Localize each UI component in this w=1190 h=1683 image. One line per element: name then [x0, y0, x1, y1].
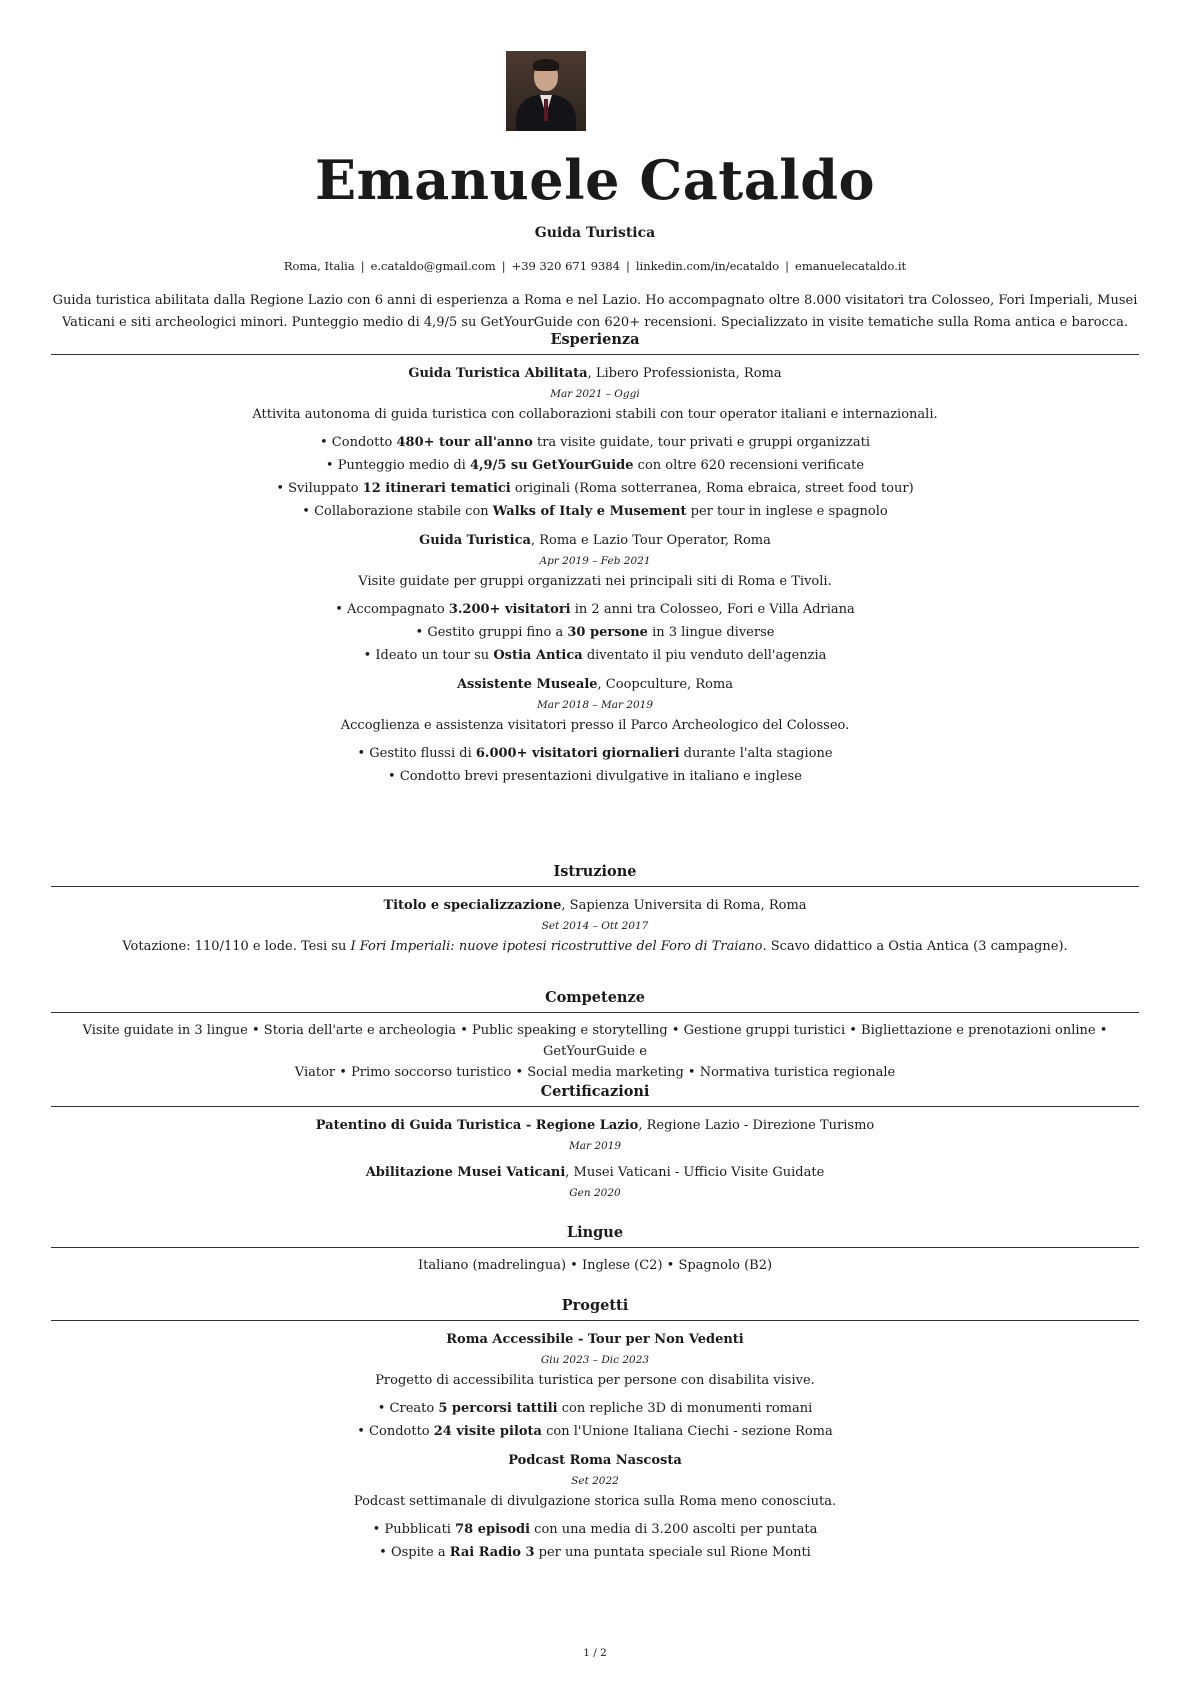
- candidate-name: Emanuele Cataldo: [314, 148, 876, 212]
- project-date: Giu 2023 – Dic 2023: [540, 1354, 650, 1366]
- bullet-item: • Pubblicati 78 episodi con una media di 3.200 ascolti per puntata: [51, 1518, 1139, 1541]
- project-name: Roma Accessibile - Tour per Non Vedenti: [446, 1332, 744, 1347]
- contact-line: Roma, Italia | e.cataldo@gmail.com | +39 320 671 9384 | linkedin.com/in/ecataldo | emanuelecataldo.it: [283, 259, 907, 273]
- section-heading: Certificazioni: [51, 1082, 1139, 1107]
- project-date: Set 2022: [571, 1475, 619, 1487]
- project-entry: [51, 1330, 1139, 1443]
- certifications-section: [51, 1082, 1139, 1203]
- section-heading: Progetti: [51, 1296, 1139, 1321]
- job-role: Guida Turistica Abilitata: [408, 366, 588, 381]
- job-role: Assistente Museale: [456, 677, 598, 692]
- page-number: 1 / 2: [583, 1647, 607, 1659]
- bullet-item: • Condotto 480+ tour all'anno tra visite guidate, tour privati e gruppi organizzati: [51, 431, 1139, 454]
- bullet-item: • Sviluppato 12 itinerari tematici originali (Roma sotterranea, Roma ebraica, street food tour): [51, 477, 1139, 500]
- bullet-item: • Ideato un tour su Ostia Antica diventato il piu venduto dell'agenzia: [51, 644, 1139, 667]
- project-bullets: [51, 1397, 1139, 1443]
- languages-section: [51, 1223, 1139, 1276]
- job-bullets: [51, 598, 1139, 667]
- degree-name: Titolo e specializzazione: [383, 898, 562, 913]
- job-title: Guida Turistica: [534, 225, 656, 241]
- bullet-item: • Accompagnato 3.200+ visitatori in 2 anni tra Colosseo, Fori e Villa Adriana: [51, 598, 1139, 621]
- certification-issuer: , Musei Vaticani - Ufficio Visite Guidate: [565, 1165, 825, 1180]
- section-heading: Esperienza: [51, 330, 1139, 355]
- project-entry: [51, 1451, 1139, 1564]
- project-name: Podcast Roma Nascosta: [508, 1453, 682, 1468]
- contact-email[interactable]: e.cataldo@gmail.com: [370, 259, 496, 273]
- bullet-item: • Creato 5 percorsi tattili con repliche 3D di monumenti romani: [51, 1397, 1139, 1420]
- job-bullets: [51, 742, 1139, 788]
- job-org: , Coopculture, Roma: [597, 677, 734, 692]
- bullet-item: • Punteggio medio di 4,9/5 su GetYourGuide con oltre 620 recensioni verificate: [51, 454, 1139, 477]
- job-description: Accoglienza e assistenza visitatori presso il Parco Archeologico del Colosseo.: [340, 718, 850, 733]
- education-description: Votazione: 110/110 e lode. Tesi su I Fori Imperiali: nuove ipotesi ricostruttive del Foro di Traiano. Scavo didattico a Ostia Antica (3 campagne).: [122, 939, 1068, 954]
- project-description: Progetto di accessibilita turistica per persone con disabilita visive.: [375, 1373, 815, 1388]
- bullet-item: • Condotto brevi presentazioni divulgative in italiano e inglese: [51, 765, 1139, 788]
- section-heading: Competenze: [51, 988, 1139, 1013]
- job-date: Apr 2019 – Feb 2021: [539, 555, 651, 567]
- contact-linkedin[interactable]: linkedin.com/in/ecataldo: [635, 259, 780, 273]
- job-description: Attivita autonoma di guida turistica con collaborazioni stabili con tour operator italiani e internazionali.: [252, 407, 938, 422]
- job-description: Visite guidate per gruppi organizzati nei principali siti di Roma e Tivoli.: [358, 574, 832, 589]
- job-role: Guida Turistica: [419, 533, 531, 548]
- education-section: [51, 862, 1139, 957]
- job-date: Mar 2021 – Oggi: [550, 388, 640, 400]
- bullet-item: • Gestito flussi di 6.000+ visitatori giornalieri durante l'alta stagione: [51, 742, 1139, 765]
- certification-date: Gen 2020: [569, 1187, 621, 1199]
- job-entry: [51, 531, 1139, 667]
- school-name: , Sapienza Universita di Roma, Roma: [561, 898, 807, 913]
- profile-summary: Guida turistica abilitata dalla Regione Lazio con 6 anni di esperienza a Roma e nel Lazio. Ho accompagnato oltre 8.000 visitatori tra Colosseo, Fori Imperiali, Musei Vaticani e siti archeologici minori. Punteggio medio di 4,9/5 su GetYourGuide con 620+ recensioni. Specializzato in visite tematiche sulla Roma antica e barocca.: [52, 293, 1138, 330]
- job-org: , Roma e Lazio Tour Operator, Roma: [530, 533, 771, 548]
- job-org: , Libero Professionista, Roma: [587, 366, 782, 381]
- section-heading: Lingue: [51, 1223, 1139, 1248]
- contact-phone[interactable]: +39 320 671 9384: [511, 259, 620, 273]
- bullet-item: • Gestito gruppi fino a 30 persone in 3 lingue diverse: [51, 621, 1139, 644]
- certification-name: Abilitazione Musei Vaticani: [365, 1165, 566, 1180]
- job-entry: [51, 675, 1139, 788]
- skills-list: Visite guidate in 3 lingue • Storia dell'arte e archeologia • Public speaking e storytelling • Gestione gruppi turistici • Bigliettazione e prenotazioni online • GetYourGuide e Viator • Primo soccorso turistico • Social media marketing • Normativa turistica regionale: [82, 1023, 1108, 1080]
- project-description: Podcast settimanale di divulgazione storica sulla Roma meno conosciuta.: [353, 1494, 837, 1509]
- project-bullets: [51, 1518, 1139, 1564]
- experience-section: [51, 330, 1139, 788]
- contact-website[interactable]: emanuelecataldo.it: [795, 259, 907, 273]
- education-entry: [51, 896, 1139, 957]
- certification-entry: [51, 1116, 1139, 1156]
- skills-section: [51, 988, 1139, 1083]
- job-bullets: [51, 431, 1139, 523]
- certification-date: Mar 2019: [568, 1140, 622, 1152]
- education-date: Set 2014 – Ott 2017: [541, 920, 649, 932]
- bullet-item: • Condotto 24 visite pilota con l'Unione Italiana Ciechi - sezione Roma: [51, 1420, 1139, 1443]
- contact-location: Roma, Italia: [283, 259, 355, 273]
- certification-name: Patentino di Guida Turistica - Regione Lazio: [315, 1118, 639, 1133]
- section-heading: Istruzione: [51, 862, 1139, 887]
- projects-section: [51, 1296, 1139, 1564]
- certification-entry: [51, 1163, 1139, 1203]
- bullet-item: • Ospite a Rai Radio 3 per una puntata speciale sul Rione Monti: [51, 1541, 1139, 1564]
- bullet-item: • Collaborazione stabile con Walks of Italy e Musement per tour in inglese e spagnolo: [51, 500, 1139, 523]
- job-entry: [51, 364, 1139, 523]
- languages-list: Italiano (madrelingua) • Inglese (C2) • Spagnolo (B2): [417, 1258, 773, 1273]
- profile-photo: [506, 51, 586, 131]
- certification-issuer: , Regione Lazio - Direzione Turismo: [638, 1118, 875, 1133]
- job-date: Mar 2018 – Mar 2019: [536, 699, 654, 711]
